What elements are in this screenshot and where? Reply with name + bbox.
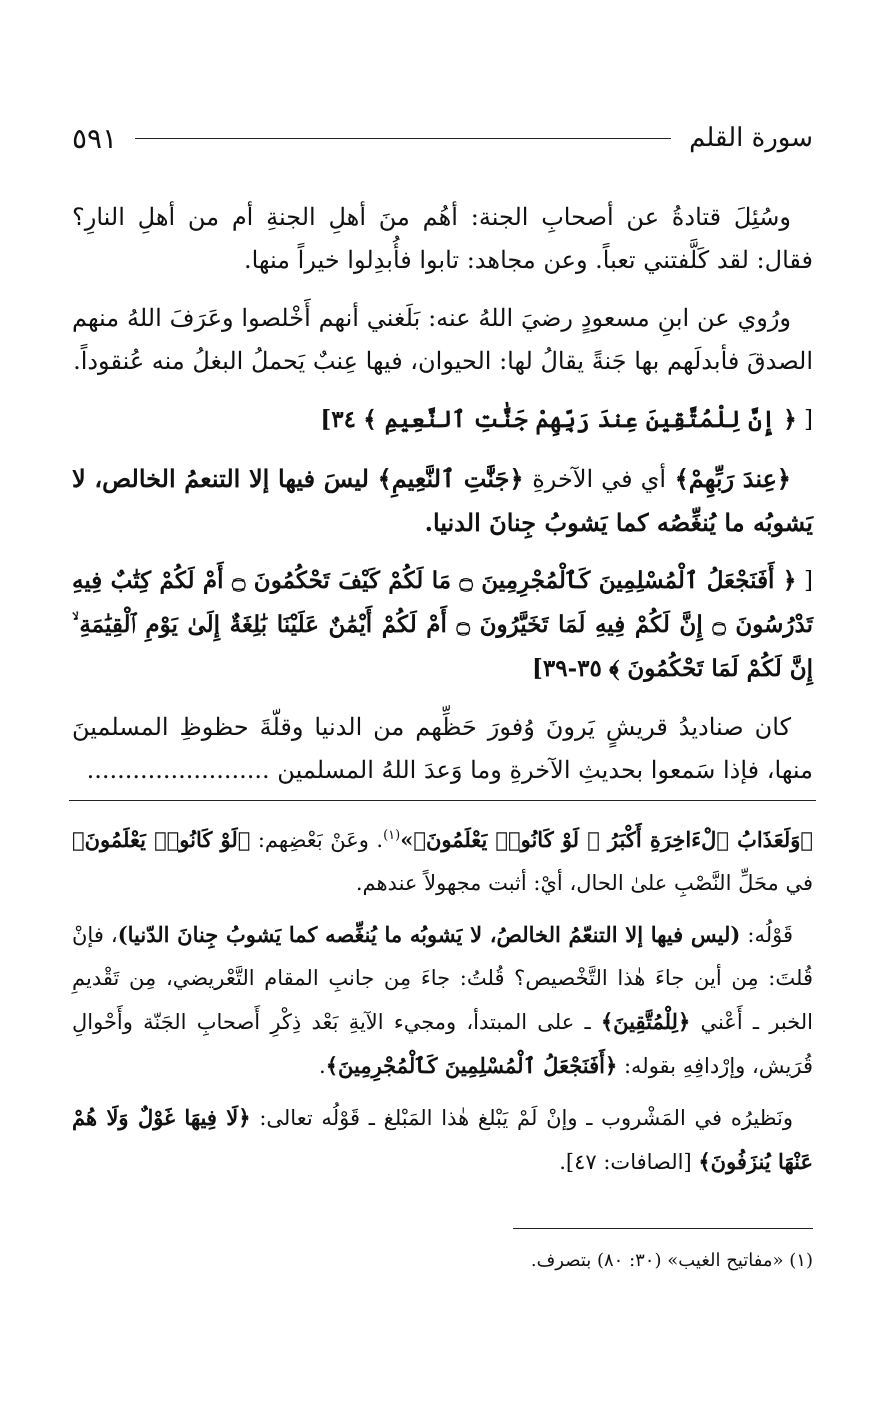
footnote: (١) «مفاتيح الغيب» (٣٠: ٨٠) بتصرف. xyxy=(530,1250,813,1271)
page-number: ٥٩١ xyxy=(72,121,118,155)
quran-quote: ﴿لَوْ كَانُوا۟ يَعْلَمُونَ﴾ xyxy=(72,827,251,852)
commentary-text: ، فإنْ قُلتَ: مِن أين جاءَ هٰذا التَّخْصيص؟ قُلتُ: جاءَ مِن جانبِ المقام التَّعْريضي، مِن تَقْديمِ الخبر ـ أَعْني xyxy=(72,923,813,1034)
commentary-divider xyxy=(69,800,816,801)
paragraph-explanation-34 xyxy=(72,457,813,544)
quran-quote: ﴿لِلْمُتَّقِينَ﴾ xyxy=(600,1009,691,1034)
explanation-text: أي في الآخرةِ xyxy=(532,465,667,493)
book-page xyxy=(72,0,813,1422)
footnote-marker: (١) xyxy=(383,828,401,843)
header-rule xyxy=(135,138,671,139)
quoted-passage: (ليس فيها إلا التنعّمُ الخالصُ، لا يَشوبُه ما يُنغِّصه كما يَشوبُ جِنانَ الدّنيا) xyxy=(117,922,741,947)
quran-quote: ﴿جَنَّٰتِ ٱلنَّعِيمِ﴾ xyxy=(377,464,524,493)
quran-quote: ﴿عِندَ رَبِّهِمْ﴾ xyxy=(674,464,791,493)
verse-reference: ٣٤] xyxy=(320,406,356,433)
commentary-paragraph-3 xyxy=(72,1096,813,1184)
paragraph-ibn-masud: ورُوي عن ابنِ مسعودٍ رضيَ اللهُ عنه: بَلَغني أنهم أَخْلصوا وعَرَفَ اللهُ منهم الصدقَ فأبدلَهم بها جَنةً يقالُ لها: الحيوان، فيها عِنبٌ يَحملُ البغلُ منه عُنقوداً. xyxy=(72,304,813,375)
verse-bracket-open: [ xyxy=(804,407,813,433)
quran-quote: ﴿وَلَعَذَابُ ٱلْءَاخِرَةِ أَكْبَرُ ۚ لَوْ كَانُوا۟ يَعْلَمُونَ﴾» xyxy=(400,827,813,852)
commentary-text: [الصافات: ٤٧]. xyxy=(559,1150,692,1174)
footnote-rule xyxy=(513,1228,813,1229)
main-text xyxy=(72,196,813,807)
commentary-text: ونَظيرُه في المَشْروب ـ وإنْ لَمْ يَبْلغ هٰذا المَبْلغ ـ قَوْلُه تعالى: xyxy=(259,1106,793,1130)
verse-reference: ٣٥-٣٩] xyxy=(531,655,602,682)
commentary-paragraph-1 xyxy=(72,814,813,905)
paragraph-qatada: وسُئِلَ قتادةُ عن أصحابِ الجنة: أهُم منَ أهلِ الجنةِ أم من أهلِ النارِ؟ فقال: لقد كَلَّفتني تعباً. وعن مجاهد: تابوا فأُبدِلوا خيراً منها. xyxy=(72,203,813,274)
verses-35-39 xyxy=(72,559,813,691)
commentary-text: قَوْلُه: xyxy=(747,923,793,947)
commentary-text: . وعَنْ بَعْضِهم: xyxy=(257,828,384,852)
commentary xyxy=(72,814,813,1192)
verse-text: ﴿ أَفَنَجْعَلُ ٱلْمُسْلِمِينَ كَٱلْمُجْرِمِينَ ۝ مَا لَكُمْ كَيْفَ تَحْكُمُونَ ۝ أَمْ لَكُمْ كِتَٰبٌ فِيهِ تَدْرُسُونَ ۝ إِنَّ لَكُمْ فِيهِ لَمَا تَخَيَّرُونَ ۝ أَمْ لَكُمْ أَيْمَٰنٌ عَلَيْنَا بَٰلِغَةٌ إِلَىٰ يَوْمِ ٱلْقِيَٰمَةِ ۙ إِنَّ لَكُمْ لَمَا تَحْكُمُونَ ﴾ xyxy=(72,567,814,682)
commentary-text: ـ على المبتدأ، ومجيء الآيةِ بَعْد ذِكْرِ أَصحابِ الجَنّة وأَحْوالِ قُرَيش، وإرْدافِهِ بقوله: xyxy=(72,1010,813,1078)
verse-text: ﴿ إِنَّ لِلْمُتَّقِينَ عِندَ رَبِّهِمْ جَنَّٰتِ ٱلنَّعِيمِ ﴾ xyxy=(363,406,797,433)
commentary-text: . xyxy=(319,1054,326,1078)
commentary-paragraph-2 xyxy=(72,913,813,1088)
verse-34 xyxy=(72,398,813,442)
running-header xyxy=(72,118,813,158)
quran-quote: ﴿لَا فِيهَا غَوْلٌ وَلَا هُمْ عَنْهَا يُنزَفُونَ﴾ xyxy=(72,1105,813,1174)
commentary-text: في محَلِّ النَّصْبِ علىٰ الحال، أيْ: أثبت مجهولاً عندهم. xyxy=(355,871,813,895)
paragraph-quraysh: كان صناديدُ قريشٍ يَرونَ وُفورَ حَظِّهم من الدنيا وقلّةَ حظوظِ المسلمينَ منها، فإذا سَمعوا بحديثِ الآخرةِ وما وَعدَ اللهُ المسلمين ........................ xyxy=(72,713,813,784)
explanation-text: ليسَ فيها إلا التنعمُ الخالص، لا يَشوبُه ما يُنغِّصُه كما يَشوبُ جِنانَ الدنيا. xyxy=(72,464,813,537)
verse-bracket-open: [ xyxy=(804,568,813,594)
quran-quote: ﴿أَفَنَجْعَلُ ٱلْمُسْلِمِينَ كَٱلْمُجْرِمِينَ﴾ xyxy=(325,1053,618,1078)
surah-name: سورة القلم xyxy=(689,123,813,153)
